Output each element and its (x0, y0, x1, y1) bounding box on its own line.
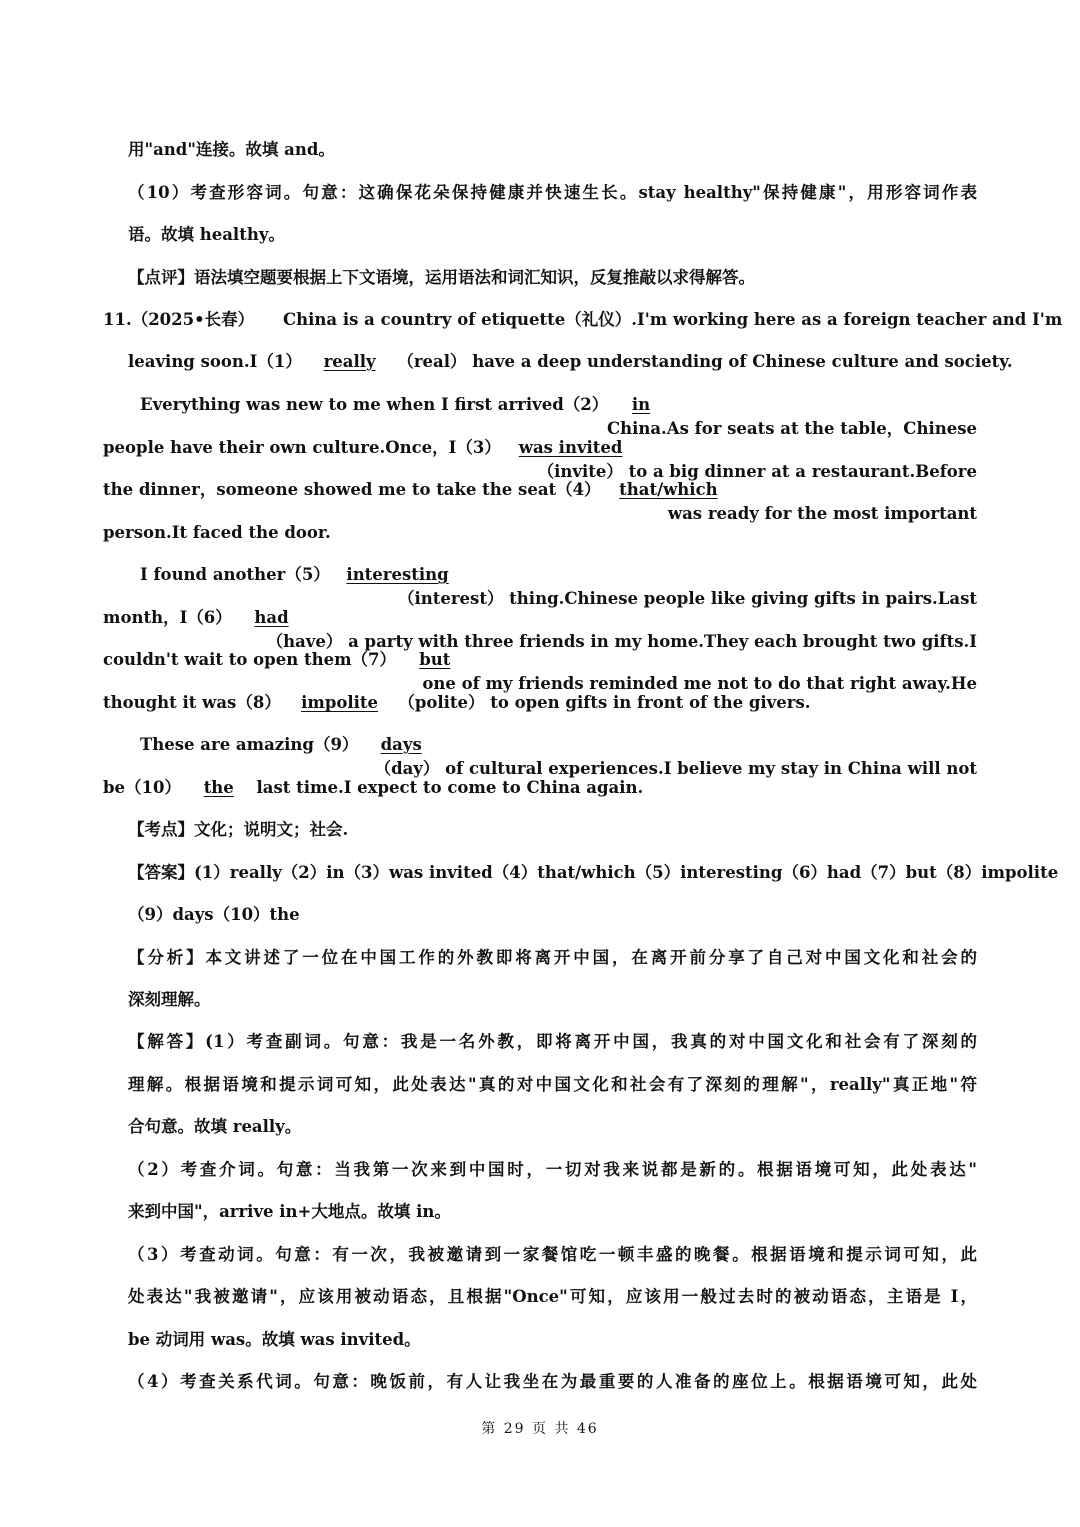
text-segment: couldn't wait to open them（7） (103, 650, 397, 669)
text-line: 【点评】语法填空题要根据上下文语境，运用语法和词汇知识，反复推敲以求得解答。 (128, 268, 755, 287)
text-line (103, 478, 977, 526)
text-line: 用"and"连接。故填 and。 (128, 140, 335, 159)
text-segment: China.As for seats at the table，Chinese (606, 419, 977, 438)
text-line: 语。故填 healthy。 (128, 225, 285, 244)
text-line: China is a country of etiquette（礼仪）.I'm working here as a foreign teacher and I'm (283, 310, 1063, 329)
text-line: person.It faced the door. (103, 523, 331, 542)
answer-blank-2: in (631, 395, 651, 414)
text-line (103, 436, 977, 484)
text-segment: one of my friends reminded me not to do that right away.He (422, 674, 977, 693)
text-segment: These are amazing（9） (140, 735, 359, 754)
text-segment: I found another（5） (140, 565, 330, 584)
text-line (140, 733, 977, 781)
text-segment: （real） have a deep understanding of Chinese culture and society. (397, 352, 1013, 371)
text-segment: last time.I expect to come to China again. (256, 778, 644, 797)
text-line: 【解答】(1）考查副词。句意：我是一名外教，即将离开中国，我真的对中国文化和社会有了深刻的 (128, 1032, 977, 1051)
text-line: 【答案】(1）really（2）in（3）was invited（4）that/which（5）interesting（6）had（7）but（8）impolite (128, 863, 1059, 882)
text-segment: people have their own culture.Once，I（3） (103, 438, 501, 457)
text-segment: leaving soon.I（1） (128, 352, 302, 371)
answer-blank-1: really (323, 352, 376, 371)
text-segment: （interest） thing.Chinese people like giving gifts in pairs.Last (397, 589, 977, 608)
text-line (103, 648, 977, 696)
text-segment: （polite） to open gifts in front of the givers. (398, 693, 811, 712)
text-line: （9）days（10）the (128, 905, 300, 924)
text-line (103, 691, 977, 715)
question-number: 11.（2025•长春） (103, 310, 255, 329)
answer-blank-6: had (254, 608, 289, 627)
text-segment: the dinner，someone showed me to take the seat（4） (103, 480, 601, 499)
answer-blank-8: impolite (301, 693, 379, 712)
text-line: 深刻理解。 (128, 990, 211, 1009)
answer-blank-4: that/which (619, 480, 718, 499)
text-line: （4）考查关系代词。句意：晚饭前，有人让我坐在为最重要的人准备的座位上。根据语境可知，此处 (128, 1372, 977, 1391)
text-line: （2）考查介词。句意：当我第一次来到中国时，一切对我来说都是新的。根据语境可知，此处表达" (128, 1160, 977, 1179)
text-line: be 动词用 was。故填 was invited。 (128, 1330, 421, 1349)
answer-blank-10: the (203, 778, 234, 797)
text-segment: （invite） to a big dinner at a restaurant.Before (537, 462, 977, 481)
text-segment: （have） a party with three friends in my home.They each brought two gifts.I (266, 632, 977, 651)
text-segment: month，I（6） (103, 608, 232, 627)
text-line: （10）考查形容词。句意：这确保花朵保持健康并快速生长。stay healthy"保持健康"，用形容词作表 (128, 183, 977, 202)
text-line: 处表达"我被邀请"，应该用被动语态，且根据"Once"可知，应该用一般过去时的被动语态，主语是 I， (128, 1287, 977, 1306)
page-footer: 第 29 页 共 46 (481, 1421, 599, 1437)
text-line: 【考点】文化；说明文；社会. (128, 820, 349, 839)
text-segment: Everything was new to me when I first arrived（2） (140, 395, 609, 414)
answer-blank-3: was invited (518, 438, 623, 457)
text-line: 合句意。故填 really。 (128, 1117, 302, 1136)
answer-blank-7: but (419, 650, 451, 669)
answer-blank-5: interesting (346, 565, 449, 584)
text-line: 理解。根据语境和提示词可知，此处表达"真的对中国文化和社会有了深刻的理解"，really"真正地"符 (128, 1075, 977, 1094)
text-line (128, 350, 1013, 374)
text-line (103, 606, 977, 654)
text-line (140, 563, 977, 611)
text-line: （3）考查动词。句意：有一次，我被邀请到一家餐馆吃一顿丰盛的晚餐。根据语境和提示词可知，此 (128, 1245, 977, 1264)
text-line (103, 776, 977, 800)
text-segment: was ready for the most important (667, 504, 977, 523)
text-line: 来到中国"，arrive in+大地点。故填 in。 (128, 1202, 451, 1221)
text-segment: thought it was（8） (103, 693, 281, 712)
answer-blank-9: days (380, 735, 422, 754)
text-segment: be（10） (103, 778, 181, 797)
text-segment: （day） of cultural experiences.I believe my stay in China will not (374, 759, 977, 778)
text-line (140, 393, 977, 441)
text-line: 【分析】本文讲述了一位在中国工作的外教即将离开中国，在离开前分享了自己对中国文化和社会的 (128, 948, 977, 967)
